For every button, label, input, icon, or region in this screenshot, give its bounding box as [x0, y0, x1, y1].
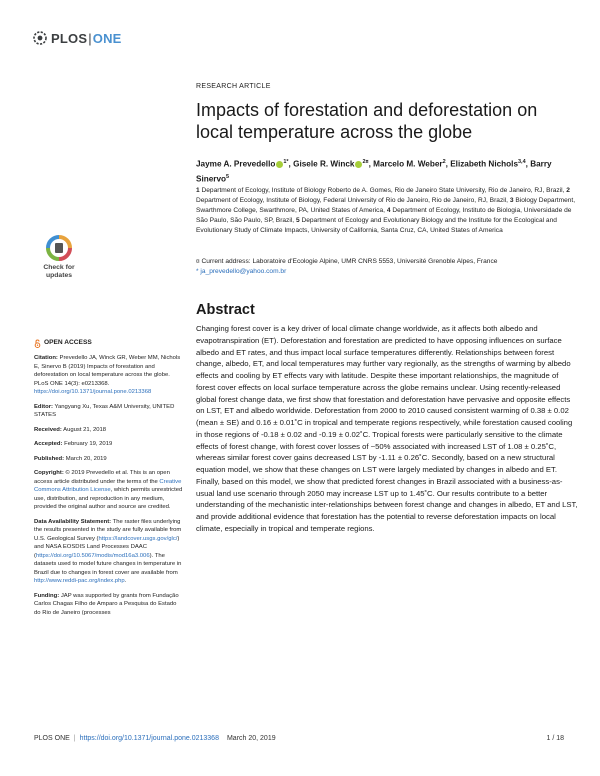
author-affiliation-marker: 1*: [283, 159, 289, 165]
funding-block: [34, 592, 184, 618]
citation-block: [34, 354, 184, 397]
author-list: [196, 156, 576, 185]
address-notes: [196, 257, 576, 277]
copyright-label: Copyright:: [34, 470, 64, 476]
abstract-body: Changing forest cover is a key driver of local climate change worldwide, as it affects both albedo and evapotranspiration (ET). Deforestation and forestation are predicted to have opposing influences on surface albedo and ET rates, and thus impact local surface temperatures differently. Relationships between forest change, albedo, ET, and local temperatures may further vary regionally, as the strengths of warming by albedo effects and cooling by ET effects vary with latitude. Despite these important relationships, the magnitude of forest cover effects on local surface temperature across the globe remains unclear. Using recently-released global forest change data, we first show that forestation and deforestation have pervasive and opposite effects on LST, ET and albedo worldwide. Deforestation from 2000 to 2010 caused consistent warming of 0.38 ± 0.02 (mean ± SE) and 0.16 ± 0.01˚C in tropical and temperate regions respectively, while forestation caused cooling in those regions of -0.18 ± 0.02 and -0.19 ± 0.02˚C. Tropical forests were particularly sensitive to the climate effects of forest change, with forest cover losses of ~50% associated with increased LST of 1.08 ± 0.25˚C, whereas similar forest cover gains decreased LST by -1.11 ± 0.26˚C. Secondly, based on a new structural equation model, we show that these changes on LST were largely mediated by changes in albedo and ET. Finally, based on this model, we show that predicted forest changes in Brazil associated with a business-as-usual land use scenario through 2050 may increase LST up to 1.45˚C. Our results contribute to a better understanding of the mechanistic inter-relationships between forest change and changes in albedo, ET and LST, and provide additional evidence that forestation has the potential to reverse deforestation impacts on local climate, especially in tropical and temperate regions.: [196, 324, 578, 533]
logo-one-text: ONE: [92, 30, 122, 46]
citation-text: Prevedello JA, Winck GR, Weber MM, Nichols E, Sinervo B (2019) Impacts of forestation and deforestation on local temperature across the globe. PLoS ONE 14(3): e0213368.: [34, 355, 181, 387]
check-updates-label: [43, 264, 74, 280]
data-availability-text: ) and NASA EOSDIS Land Processes DAAC (: [34, 535, 180, 559]
open-lock-icon: [34, 339, 41, 348]
article-type: RESEARCH ARTICLE: [196, 83, 271, 90]
received-block: [34, 426, 184, 435]
usgs-link[interactable]: https://landcover.usgs.gov/glc/: [98, 535, 178, 542]
open-access-label: OPEN ACCESS: [44, 339, 92, 347]
author-affiliation-marker: 2¤: [362, 159, 369, 165]
abstract-heading: Abstract: [196, 302, 255, 318]
check-updates-line2: updates: [45, 272, 73, 279]
author-affiliation-marker: 2: [442, 159, 446, 165]
affiliation-number: 5: [295, 217, 300, 224]
check-updates-icon: [45, 234, 73, 262]
article-info-sidebar: [34, 339, 184, 623]
data-availability-block: [34, 518, 184, 586]
received-date: August 21, 2018: [61, 426, 107, 433]
footer-journal: PLOS ONE: [34, 735, 70, 742]
data-availability-text: ). The datasets used to model future changes in temperature in Brazil due to changes in forest cover are available from: [34, 552, 182, 576]
logo-separator: |: [88, 30, 92, 46]
license-link[interactable]: Creative Commons Attribution License: [34, 478, 182, 493]
author-name[interactable]: Jayme A. Prevedello: [196, 159, 276, 169]
copyright-text: , which permits unrestricted use, distribution, and reproduction in any medium, provided the original author and source are credited.: [34, 487, 183, 510]
affiliation-number: 4: [386, 207, 391, 214]
accepted-label: Accepted:: [34, 441, 63, 447]
copyright-text: © 2019 Prevedello et al. This is an open access article distributed under the terms of the: [34, 470, 170, 485]
editor-label: Editor:: [34, 403, 53, 410]
modis-doi-link[interactable]: https://doi.org/10.5067/modis/mod16a3.006: [35, 552, 150, 559]
author-name[interactable]: , Barry Sinervo: [196, 159, 552, 184]
editor-text: Yangyang Xu, Texas A&M University, UNITED STATES: [34, 403, 175, 418]
affiliation-text: Department of Ecology and Evolutionary Biology and the Institute for the Ecological and Evolutionary Study of Climate Impacts, University of California, Santa Cruz, CA, United States of America: [196, 217, 557, 234]
affiliation-text: Department of Ecology, Institute of Biology, Federal University of Rio de Janeiro, Rio de Janeiro, RJ, Brazil,: [196, 197, 510, 204]
footer-doi-link[interactable]: https://doi.org/10.1371/journal.pone.0213368: [79, 735, 219, 742]
footer-separator: |: [73, 735, 76, 742]
copyright-block: [34, 469, 184, 512]
funding-text: JAP was supported by grants from Fundação Carlos Chagas Filho de Amparo a Pesquisa do Estado do Rio de Janeiro (processes: [34, 592, 179, 616]
corresponding-email[interactable]: * ja_prevedello@yahoo.com.br: [196, 268, 287, 275]
affiliations: [196, 186, 576, 236]
current-address: ¤ Current address: Laboratoire d'Ecologie Alpine, UMR CNRS 5553, Université Grenoble Alpes, France: [196, 258, 498, 265]
data-availability-label: Data Availability Statement:: [34, 518, 112, 525]
published-label: Published:: [34, 455, 65, 462]
open-access-badge: [34, 339, 184, 348]
author-name[interactable]: , Marcelo M. Weber: [368, 159, 443, 169]
accepted-date: February 19, 2019: [62, 441, 113, 447]
accepted-block: [34, 440, 184, 449]
published-block: [34, 455, 184, 464]
logo-plos-text: PLOS: [51, 30, 88, 46]
check-for-updates-badge[interactable]: [34, 234, 84, 292]
affiliation-number: 1: [196, 187, 200, 194]
page-footer: [34, 735, 564, 742]
author-affiliation-marker: 5: [226, 173, 230, 180]
citation-doi-link[interactable]: https://doi.org/10.1371/journal.pone.0213368: [34, 389, 152, 395]
affiliation-text: Biology Department, Swarthmore College, Swarthmore, PA, United States of America,: [196, 197, 576, 214]
journal-logo[interactable]: [32, 30, 122, 46]
author-affiliation-marker: 3,4: [518, 159, 526, 165]
data-availability-text: .: [124, 578, 127, 584]
data-availability-text: The raster files underlying the results presented in the study are fully available from U.S. Geological Survey (: [34, 518, 182, 542]
citation-label: Citation:: [34, 355, 58, 361]
affiliation-text: Department of Ecology, Institute of Biology Roberto de A. Gomes, Rio de Janeiro State University, Rio de Janeiro, RJ, Brazil,: [199, 187, 567, 194]
author-name[interactable]: , Gisele R. Winck: [288, 159, 355, 169]
page-number: 1 / 18: [546, 735, 564, 742]
affiliation-number: 2: [566, 187, 570, 194]
plos-logo-icon: [32, 30, 48, 46]
author-name[interactable]: , Elizabeth Nichols: [445, 159, 518, 169]
published-date: March 20, 2019: [64, 455, 107, 462]
article-title: Impacts of forestation and deforestation on local temperature across the globe: [196, 100, 538, 142]
check-updates-line1: Check for: [43, 264, 75, 271]
editor-block: [34, 403, 184, 420]
affiliation-text: Department of Ecology, Instituto de Biologia, Universidade de São Paulo, São Paulo, SP, Brazil,: [196, 207, 572, 224]
funding-label: Funding:: [34, 592, 60, 599]
received-label: Received:: [34, 426, 62, 433]
reddi-pac-link[interactable]: http://www.reddi-pac.org/index.php: [34, 578, 125, 584]
affiliation-number: 3: [509, 197, 514, 204]
footer-date: March 20, 2019: [226, 735, 276, 742]
